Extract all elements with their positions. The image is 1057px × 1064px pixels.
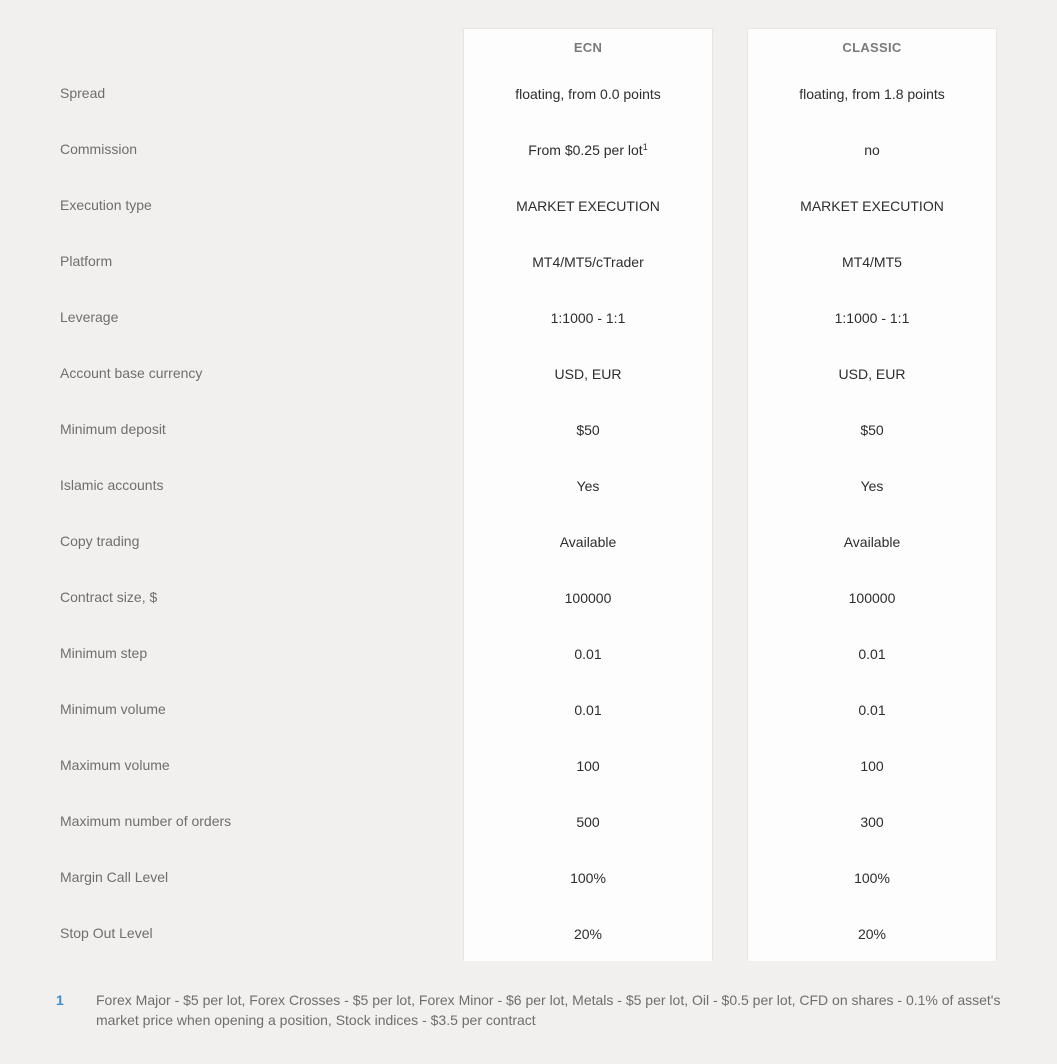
ecn-maximum-orders-value: 500 [576,814,600,830]
ecn-commission-text: From $0.25 per lot [528,142,643,158]
classic-account-column [747,28,997,961]
classic-margin-call-value: 100% [854,870,890,886]
ecn-margin-call-value: 100% [570,870,606,886]
ecn-platform-value: MT4/MT5/cTrader [532,254,644,270]
classic-islamic-accounts-value: Yes [860,478,884,494]
label-minimum-deposit: Minimum deposit [60,421,166,437]
ecn-base-currency-value: USD, EUR [554,366,622,382]
classic-base-currency-value: USD, EUR [838,366,906,382]
ecn-minimum-step-value: 0.01 [574,646,602,662]
ecn-spread-value: floating, from 0.0 points [515,86,661,102]
label-commission: Commission [60,141,138,157]
ecn-leverage-value: 1:1000 - 1:1 [550,310,626,326]
classic-minimum-step-value: 0.01 [858,646,886,662]
classic-platform-value: MT4/MT5 [842,254,902,270]
label-execution-type: Execution type [60,197,152,213]
ecn-contract-size-value: 100000 [564,590,612,606]
commission-footnote-marker: 1 [642,142,648,152]
label-leverage: Leverage [60,309,119,325]
label-margin-call-level: Margin Call Level [60,869,169,885]
classic-maximum-volume-value: 100 [860,758,884,774]
label-platform: Platform [60,253,113,269]
ecn-stop-out-value: 20% [573,926,603,942]
label-minimum-volume: Minimum volume [60,701,166,717]
classic-copy-trading-value: Available [843,534,901,550]
footnote-number: 1 [56,992,64,1008]
ecn-minimum-deposit-value: $50 [576,422,600,438]
label-copy-trading: Copy trading [60,533,140,549]
label-stop-out-level: Stop Out Level [60,925,153,941]
classic-minimum-volume-value: 0.01 [858,702,886,718]
classic-minimum-deposit-value: $50 [860,422,884,438]
ecn-column-title: ECN [573,40,603,55]
classic-maximum-orders-value: 300 [860,814,884,830]
classic-column-title: CLASSIC [842,40,902,55]
row-labels [60,65,440,961]
commission-footnote [56,990,1006,1030]
classic-spread-value: floating, from 1.8 points [799,86,945,102]
label-islamic-accounts: Islamic accounts [60,477,164,493]
ecn-minimum-volume-value: 0.01 [574,702,602,718]
label-maximum-volume: Maximum volume [60,757,170,773]
label-minimum-step: Minimum step [60,645,148,661]
ecn-islamic-accounts-value: Yes [576,478,600,494]
label-account-base-currency: Account base currency [60,365,203,381]
classic-contract-size-value: 100000 [848,590,896,606]
ecn-execution-type-value: MARKET EXECUTION [516,198,660,214]
label-contract-size: Contract size, $ [60,589,158,605]
footnote-text: Forex Major - $5 per lot, Forex Crosses - $5 per lot, Forex Minor - $6 per lot, Metals - $5 per lot, Oil - $0.5 per lot, CFD on shares - 0.1% of asset's market price when opening a position, Stock indices - $3.5 per contract [96,992,1001,1028]
classic-commission-value: no [864,142,880,158]
ecn-copy-trading-value: Available [559,534,617,550]
classic-stop-out-value: 20% [857,926,887,942]
classic-execution-type-value: MARKET EXECUTION [800,198,944,214]
classic-leverage-value: 1:1000 - 1:1 [834,310,910,326]
label-maximum-orders: Maximum number of orders [60,813,232,829]
ecn-commission-value [464,122,712,178]
label-spread: Spread [60,85,106,101]
ecn-account-column [463,28,713,961]
ecn-maximum-volume-value: 100 [576,758,600,774]
